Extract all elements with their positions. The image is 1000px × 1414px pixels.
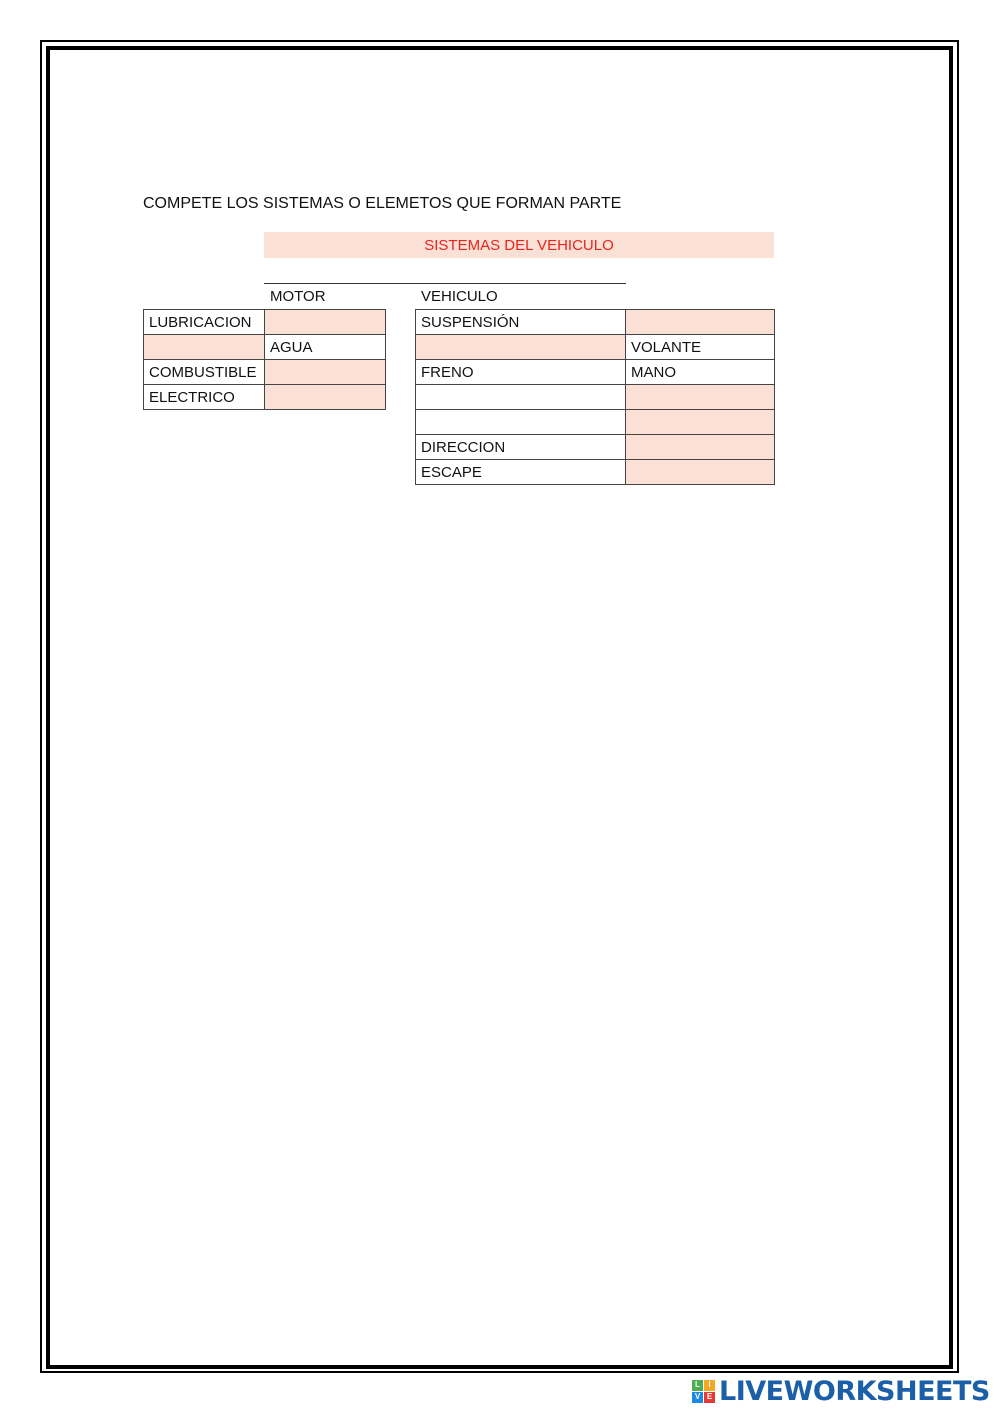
motor-answer-cell[interactable] [265,385,386,410]
vehiculo-label-cell [416,385,626,410]
motor-answer-cell[interactable] [265,310,386,335]
vehiculo-label-cell: FRENO [416,360,626,385]
table-row [416,360,775,385]
header-rule [264,283,626,284]
vehiculo-heading: VEHICULO [421,288,498,305]
table-row [416,385,775,410]
table-row [144,385,386,410]
table-row [144,335,386,360]
logo-letter: L [692,1380,703,1391]
vehiculo-answer-cell[interactable] [626,310,775,335]
logo-text: LIVEWORKSHEETS [719,1375,990,1407]
motor-label-cell: LUBRICACION [144,310,265,335]
logo-letter: I [704,1380,715,1391]
vehiculo-label-cell: DIRECCION [416,435,626,460]
vehiculo-answer-cell[interactable] [626,435,775,460]
motor-heading: MOTOR [270,288,326,305]
table-row [416,435,775,460]
vehiculo-value-cell: MANO [626,360,775,385]
vehiculo-table [415,309,775,485]
table-row [416,460,775,485]
systems-banner: SISTEMAS DEL VEHICULO [264,232,774,258]
table-row [144,310,386,335]
logo-letter: E [704,1392,715,1403]
logo-letter: V [692,1392,703,1403]
motor-label-cell: COMBUSTIBLE [144,360,265,385]
vehiculo-label-cell: ESCAPE [416,460,626,485]
table-row [144,360,386,385]
vehiculo-label-cell [416,410,626,435]
motor-value-cell: AGUA [265,335,386,360]
logo-mark-icon [692,1380,715,1403]
vehiculo-answer-cell[interactable] [416,335,626,360]
vehiculo-answer-cell[interactable] [626,460,775,485]
vehiculo-label-cell: SUSPENSIÓN [416,310,626,335]
motor-answer-cell[interactable] [265,360,386,385]
vehiculo-answer-cell[interactable] [626,410,775,435]
motor-answer-cell[interactable] [144,335,265,360]
table-row [416,410,775,435]
motor-label-cell: ELECTRICO [144,385,265,410]
vehiculo-answer-cell[interactable] [626,385,775,410]
motor-table [143,309,386,410]
instruction-text: COMPETE LOS SISTEMAS O ELEMETOS QUE FORMAN PARTE [143,195,622,212]
vehiculo-value-cell: VOLANTE [626,335,775,360]
liveworksheets-logo [692,1374,990,1408]
table-row [416,310,775,335]
table-row [416,335,775,360]
